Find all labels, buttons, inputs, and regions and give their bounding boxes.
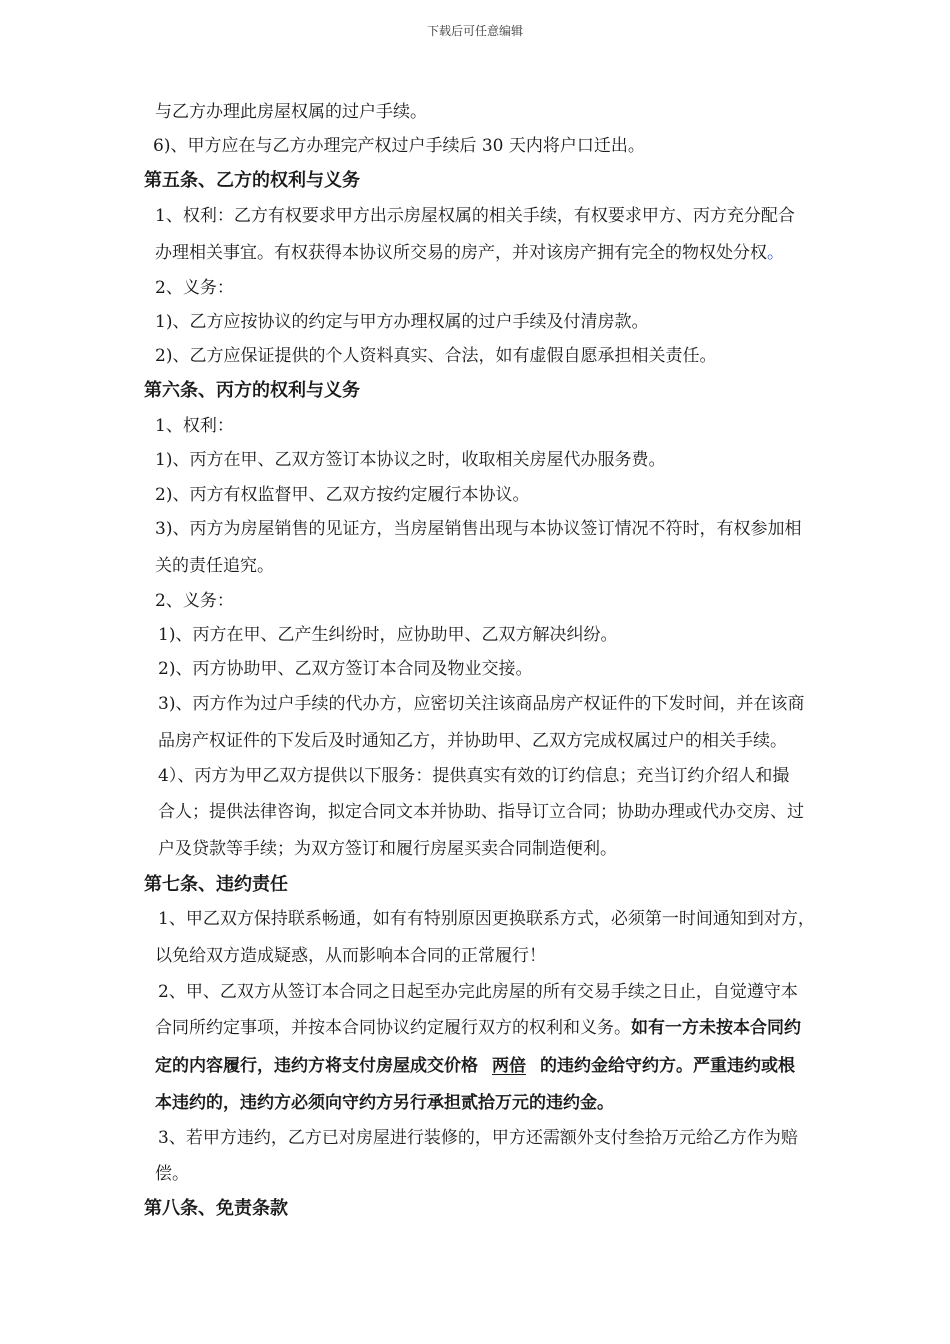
text-line: 关的责任追究。 xyxy=(155,556,274,576)
text-line: 以免给双方造成疑惑，从而影响本合同的正常履行！ xyxy=(155,946,546,966)
text-line: 2、甲、乙双方从签订本合同之日起至办完此房屋的所有交易手续之日止，自觉遵守本 xyxy=(158,982,798,1002)
text-line xyxy=(155,242,784,264)
text-line: 1、权利：乙方有权要求甲方出示房屋权属的相关手续，有权要求甲方、丙方充分配合 xyxy=(155,206,795,226)
text-line: 与乙方办理此房屋权属的过户手续。 xyxy=(155,102,427,122)
text-line: 6)、甲方应在与乙方办理完产权过户手续后 30 天内将户口迁出。 xyxy=(153,136,645,156)
section-heading-7: 第七条、违约责任 xyxy=(144,874,288,895)
text-line: 户及贷款等手续；为双方签订和履行房屋买卖合同制造便利。 xyxy=(158,839,617,859)
text-line: 4）、丙方为甲乙双方提供以下服务：提供真实有效的订约信息；充当订约介绍人和撮 xyxy=(158,766,790,786)
text-line: 1)、乙方应按协议的约定与甲方办理权属的过户手续及付清房款。 xyxy=(155,312,649,332)
text-line: 1、权利： xyxy=(155,416,234,436)
text-run: 合同所约定事项，并按本合同协议约定履行双方的权利和义务。 xyxy=(155,1018,631,1038)
text-line: 合人；提供法律咨询，拟定合同文本并协助、指导订立合同；协助办理或代办交房、过 xyxy=(158,802,804,822)
text-line: 1、甲乙双方保持联系畅通，如有有特别原因更换联系方式，必须第一时间通知到对方， xyxy=(158,909,815,929)
text-line: 偿。 xyxy=(155,1164,189,1184)
text-line: 2)、丙方有权监督甲、乙双方按约定履行本协议。 xyxy=(155,485,530,505)
text-run: 办理相关事宜。有权获得本协议所交易的房产，并对该房产拥有完全的物权处分权 xyxy=(155,243,767,263)
text-run-bold: 如有一方未按本合同约 xyxy=(631,1018,801,1038)
text-line: 2)、丙方协助甲、乙双方签订本合同及物业交接。 xyxy=(158,659,533,679)
text-line-bold xyxy=(155,1055,795,1077)
text-line: 3)、丙方为房屋销售的见证方，当房屋销售出现与本协议签订情况不符时，有权参加相 xyxy=(155,519,802,539)
page-header: 下载后可任意编辑 xyxy=(426,24,523,38)
text-line: 3)、丙方作为过户手续的代办方，应密切关注该商品房产权证件的下发时间，并在该商 xyxy=(158,694,805,714)
text-line: 2、义务： xyxy=(155,591,234,611)
penalty-multiplier: 两倍 xyxy=(492,1056,526,1076)
text-run: 。 xyxy=(767,243,784,263)
text-line: 2)、乙方应保证提供的个人资料真实、合法，如有虚假自愿承担相关责任。 xyxy=(155,346,717,366)
text-line: 品房产权证件的下发后及时通知乙方，并协助甲、乙双方完成权属过户的相关手续。 xyxy=(158,731,787,751)
text-line: 1)、丙方在甲、乙产生纠纷时，应协助甲、乙双方解决纠纷。 xyxy=(158,625,618,645)
text-line-bold: 本违约的，违约方必须向守约方另行承担贰拾万元的违约金。 xyxy=(155,1093,614,1113)
section-heading-6: 第六条、丙方的权利与义务 xyxy=(144,380,360,401)
text-line: 1)、丙方在甲、乙双方签订本协议之时，收取相关房屋代办服务费。 xyxy=(155,450,666,470)
section-heading-5: 第五条、乙方的权利与义务 xyxy=(144,170,360,191)
text-line: 2、义务： xyxy=(155,278,234,298)
section-heading-8: 第八条、免责条款 xyxy=(144,1198,288,1219)
text-run: 定的内容履行，违约方将支付房屋成交价格 xyxy=(155,1056,478,1076)
text-run: 的违约金给守约方。严重违约或根 xyxy=(540,1056,795,1076)
text-line: 3、若甲方违约，乙方已对房屋进行装修的，甲方还需额外支付叁拾万元给乙方作为赔 xyxy=(158,1128,798,1148)
text-line xyxy=(155,1017,801,1039)
